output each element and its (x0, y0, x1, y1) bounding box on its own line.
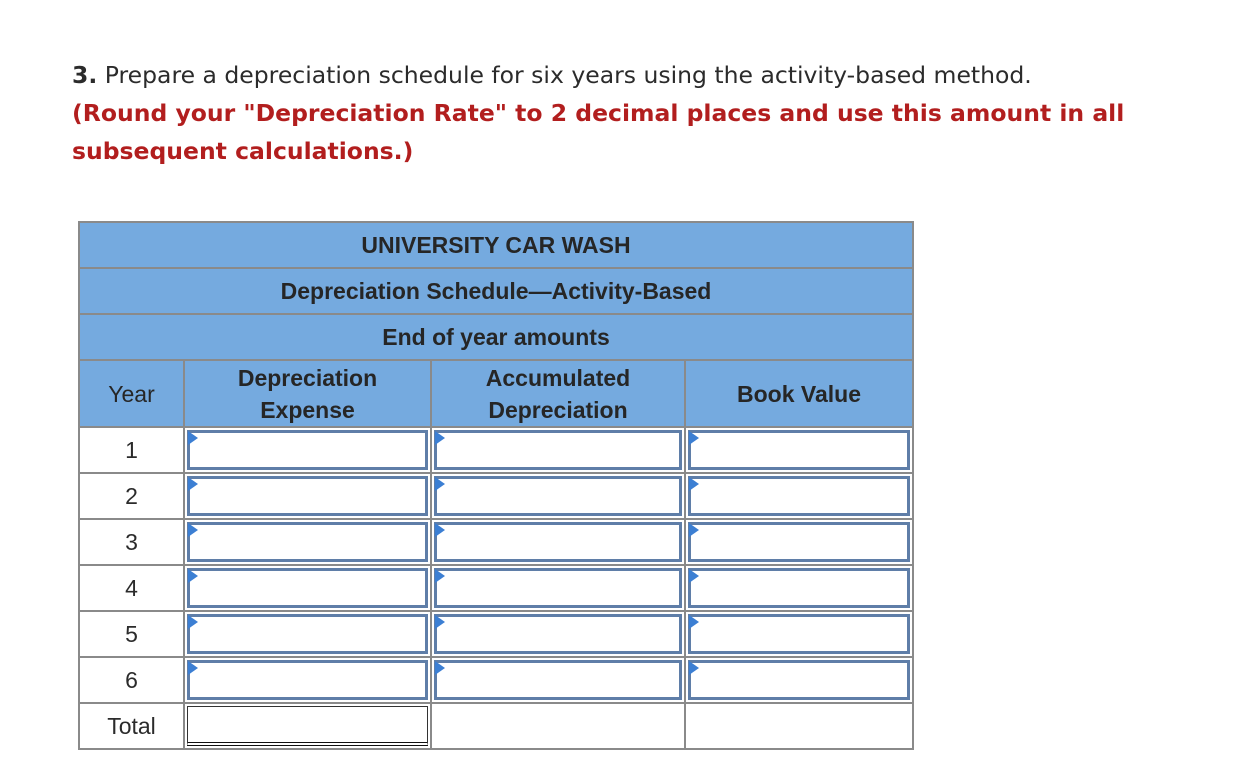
input-marker-icon (689, 569, 699, 583)
table-row (79, 427, 913, 473)
input-marker-icon (188, 477, 198, 491)
column-header-accumulated-line2: Depreciation (488, 396, 628, 423)
input-marker-icon (435, 615, 445, 629)
depreciation-expense-input[interactable] (184, 427, 431, 473)
accumulated-depreciation-input[interactable] (431, 611, 685, 657)
column-header-year: Year (79, 360, 184, 427)
total-row (79, 703, 913, 749)
question-number: 3. (72, 61, 98, 89)
column-header-depreciation-expense (184, 360, 431, 427)
depreciation-expense-input[interactable] (184, 611, 431, 657)
book-value-input[interactable] (685, 427, 913, 473)
input-marker-icon (435, 431, 445, 445)
input-marker-icon (188, 569, 198, 583)
depreciation-expense-input[interactable] (184, 519, 431, 565)
input-marker-icon (689, 477, 699, 491)
year-label: 6 (79, 657, 184, 703)
input-marker-icon (188, 661, 198, 675)
table-row (79, 519, 913, 565)
year-label: 1 (79, 427, 184, 473)
total-book-value-empty-cell (685, 703, 913, 749)
schedule-title: Depreciation Schedule—Activity-Based (79, 268, 913, 314)
book-value-input[interactable] (685, 519, 913, 565)
book-value-input[interactable] (685, 473, 913, 519)
book-value-input[interactable] (685, 611, 913, 657)
instructions (72, 56, 1222, 170)
accumulated-depreciation-input[interactable] (431, 657, 685, 703)
input-marker-icon (435, 477, 445, 491)
depreciation-expense-input[interactable] (184, 565, 431, 611)
accumulated-depreciation-input[interactable] (431, 427, 685, 473)
column-header-accumulated-depreciation (431, 360, 685, 427)
year-label: 2 (79, 473, 184, 519)
accumulated-depreciation-input[interactable] (431, 565, 685, 611)
table-row (79, 611, 913, 657)
table-row (79, 473, 913, 519)
input-marker-icon (689, 615, 699, 629)
input-marker-icon (689, 661, 699, 675)
total-accumulated-empty-cell (431, 703, 685, 749)
input-marker-icon (188, 523, 198, 537)
table-row (79, 657, 913, 703)
depreciation-expense-input[interactable] (184, 657, 431, 703)
year-label: 4 (79, 565, 184, 611)
depreciation-schedule-table (78, 221, 914, 750)
question-text: Prepare a depreciation schedule for six years using the activity-based method. (104, 61, 1032, 89)
column-header-book-value: Book Value (685, 360, 913, 427)
input-marker-icon (689, 523, 699, 537)
total-label: Total (79, 703, 184, 749)
table-row (79, 565, 913, 611)
input-marker-icon (435, 523, 445, 537)
total-depreciation-expense-input[interactable] (184, 703, 431, 749)
book-value-input[interactable] (685, 565, 913, 611)
column-header-accumulated-line1: Accumulated (485, 364, 631, 391)
schedule-subtitle: End of year amounts (79, 314, 913, 360)
year-label: 5 (79, 611, 184, 657)
input-marker-icon (435, 569, 445, 583)
rounding-note: (Round your "Depreciation Rate" to 2 decimal places and use this amount in all subsequent calculations.) (72, 99, 1125, 165)
input-marker-icon (188, 615, 198, 629)
year-label: 3 (79, 519, 184, 565)
column-header-expense-line2: Expense (260, 396, 355, 423)
company-name: UNIVERSITY CAR WASH (79, 222, 913, 268)
accumulated-depreciation-input[interactable] (431, 519, 685, 565)
depreciation-expense-input[interactable] (184, 473, 431, 519)
accumulated-depreciation-input[interactable] (431, 473, 685, 519)
input-marker-icon (689, 431, 699, 445)
input-marker-icon (435, 661, 445, 675)
column-header-expense-line1: Depreciation (237, 364, 378, 391)
book-value-input[interactable] (685, 657, 913, 703)
input-marker-icon (188, 431, 198, 445)
